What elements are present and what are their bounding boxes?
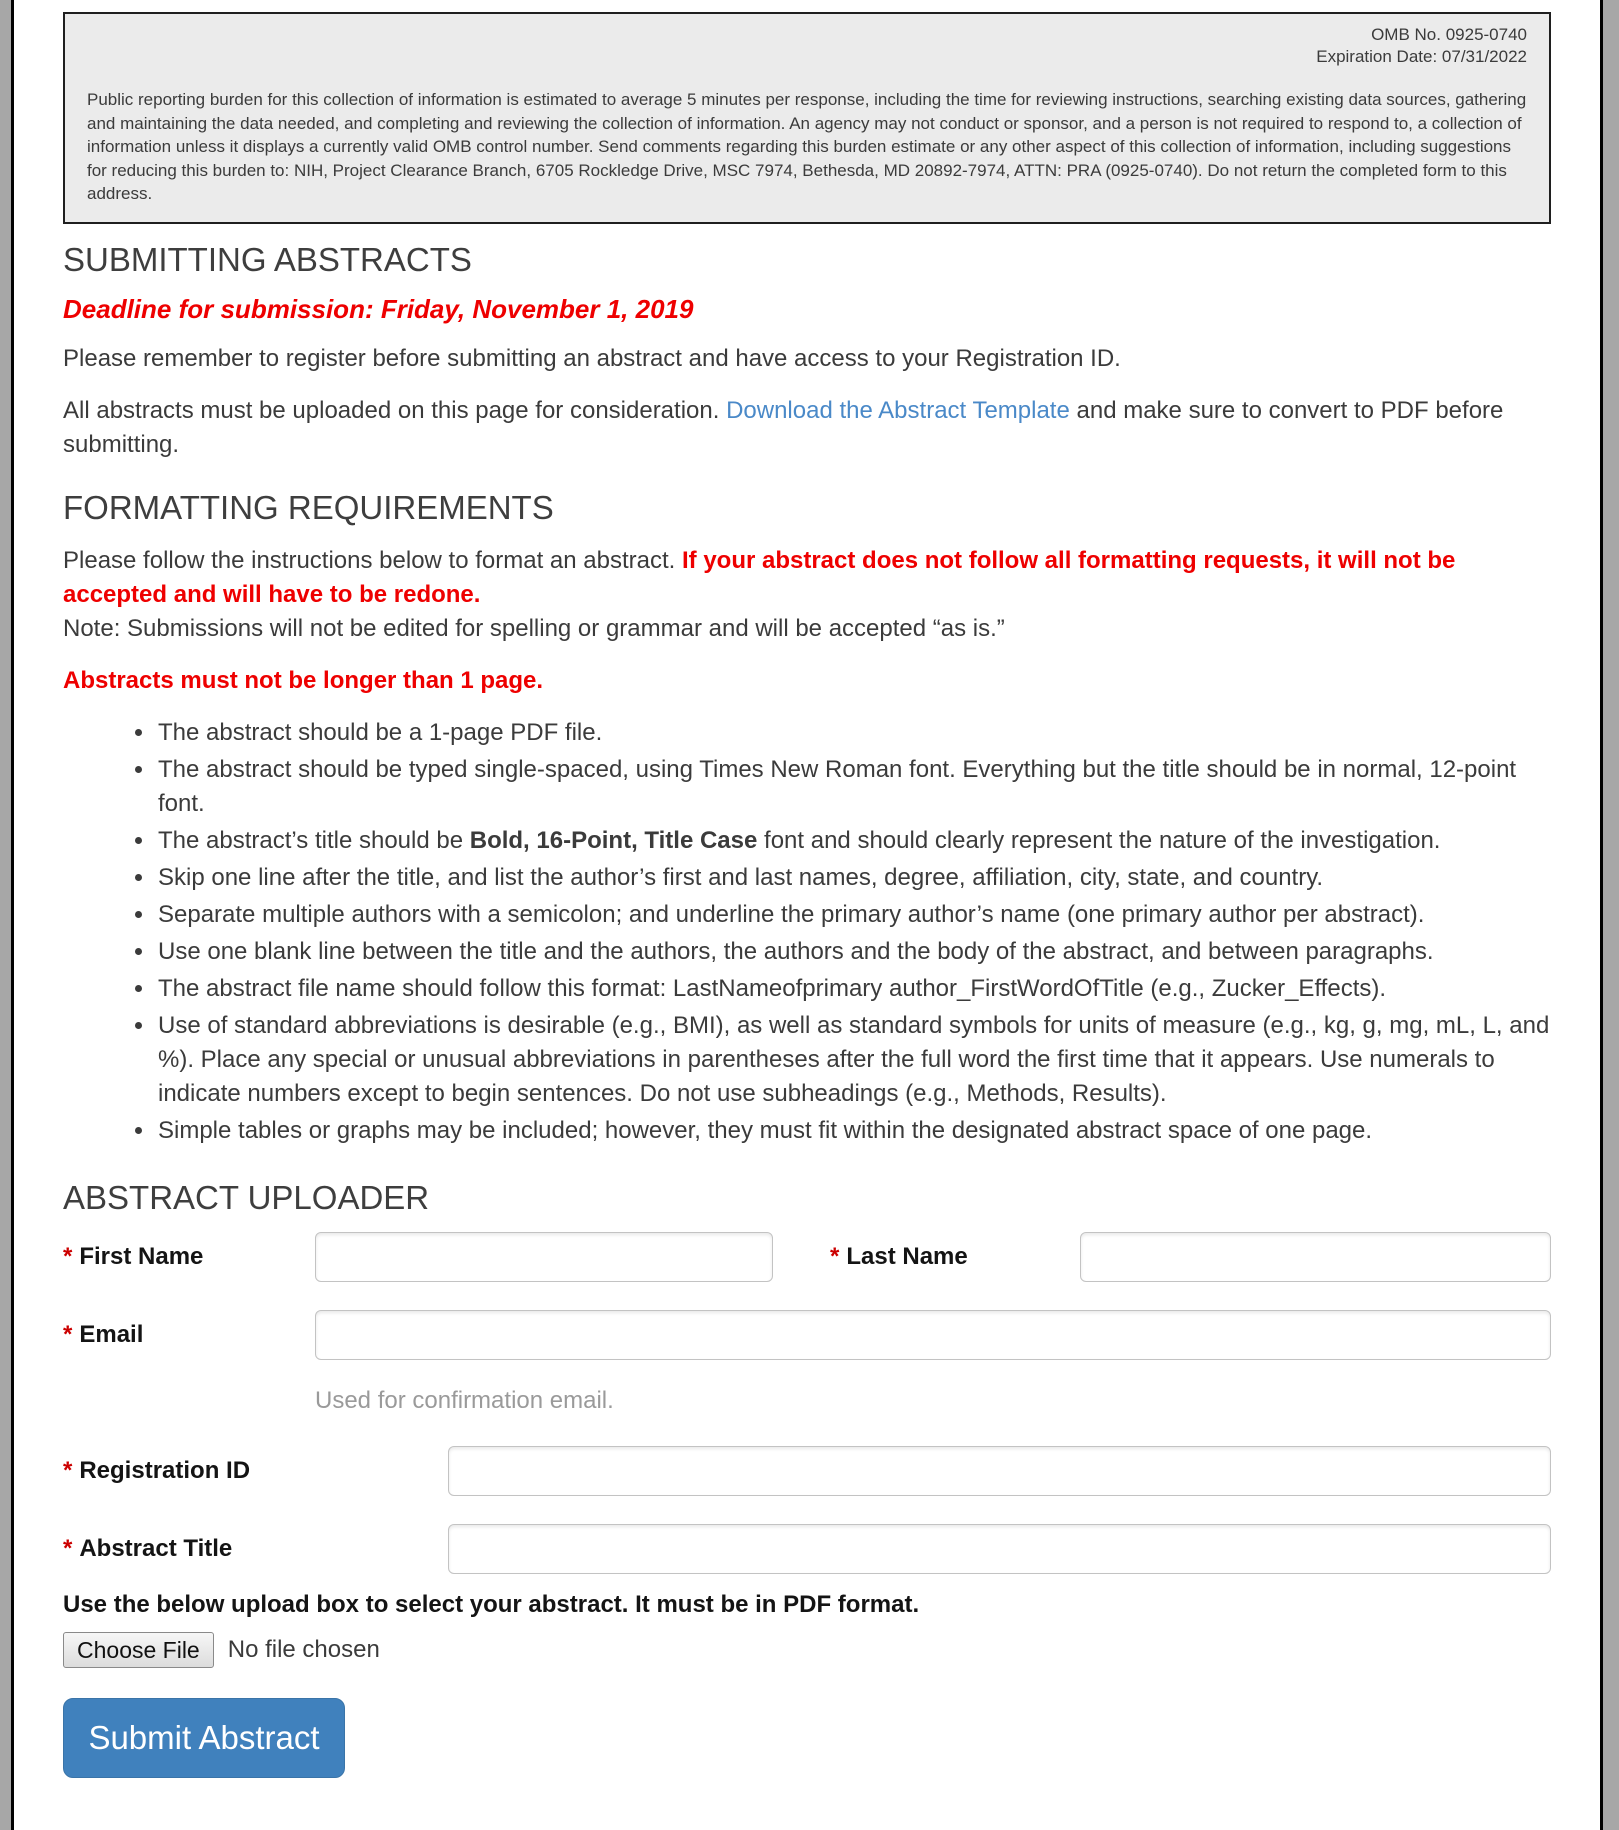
text-segment: Bold, 16-Point, Title Case xyxy=(469,826,758,854)
required-asterisk: * xyxy=(63,1242,73,1270)
email-row xyxy=(63,1310,1551,1360)
first-name-label: * First Name xyxy=(63,1242,204,1270)
omb-number: OMB No. 0925-0740 xyxy=(1371,25,1527,44)
download-abstract-template-link[interactable]: Download the Abstract Template xyxy=(726,396,1070,424)
text-segment: Skip one line after the title, and list the author’s first and last names, degree, affiliation, city, state, and country. xyxy=(158,863,1324,891)
submitting-abstracts-heading: SUBMITTING ABSTRACTS xyxy=(63,240,472,278)
formatting-rules-list xyxy=(63,716,1551,1148)
first-name-input[interactable] xyxy=(315,1232,773,1282)
registration-id-label: * Registration ID xyxy=(63,1456,251,1484)
required-asterisk: * xyxy=(63,1320,73,1348)
formatting-intro-text xyxy=(63,544,1551,612)
omb-expiration-date: Expiration Date: 07/31/2022 xyxy=(1316,47,1527,66)
registration-id-row xyxy=(63,1446,1551,1496)
burden-paragraph: Public reporting burden for this collection of information is estimated to average 5 minutes per response, including the time for reviewing instructions, searching existing data sources, gathering and maintaining the data needed, and completing and reviewing the collection of information. An agency may not conduct or sponsor, and a person is not required to respond to, a collection of information unless it displays a currently valid OMB control number. Send comments regarding this burden estimate or any other aspect of this collection of information, including suggestions for reducing this burden to: NIH, Project Clearance Branch, 6705 Rockledge Drive, MSC 7974, Bethesda, MD 20892-7974, ATTN: PRA (0925-0740). Do not return the completed form to this address. xyxy=(87,90,1527,203)
last-name-label: * Last Name xyxy=(830,1242,968,1270)
required-asterisk: * xyxy=(63,1456,73,1484)
required-asterisk: * xyxy=(63,1534,73,1562)
text-segment: The abstract should be typed single-spaced, using Times New Roman font. Everything but the title should be in normal, 12-point font. xyxy=(158,755,1517,817)
formatting-rule-item xyxy=(156,935,1551,969)
formatting-rule-item xyxy=(156,972,1551,1006)
abstract-title-label: * Abstract Title xyxy=(63,1534,233,1562)
formatting-rule-item xyxy=(156,716,1551,750)
formatting-rule-item xyxy=(156,898,1551,932)
text-segment: Please follow the instructions below to format an abstract. xyxy=(63,546,682,574)
text-segment: The abstract’s title should be xyxy=(158,826,470,854)
abstract-uploader-heading: ABSTRACT UPLOADER xyxy=(63,1178,430,1216)
formatting-rule-item xyxy=(156,824,1551,858)
page-limit-warning: Abstracts must not be longer than 1 page. xyxy=(63,666,544,694)
formatting-note-text: Note: Submissions will not be edited for spelling or grammar and will be accepted “as is.” xyxy=(63,614,1005,642)
text-segment: Use one blank line between the title and the authors, the authors and the body of the abstract, and between paragraphs. xyxy=(158,937,1434,965)
email-input[interactable] xyxy=(315,1310,1551,1360)
abstract-title-input[interactable] xyxy=(448,1524,1551,1574)
submit-abstract-button[interactable]: Submit Abstract xyxy=(63,1698,345,1778)
formatting-requirements-heading: FORMATTING REQUIREMENTS xyxy=(63,488,554,526)
text-segment: Use of standard abbreviations is desirable (e.g., BMI), as well as standard symbols for units of measure (e.g., kg, g, mg, mL, L, and %). Place any special or unusual abbreviations in parentheses after the full word the first time that it appears. Use numerals to indicate numbers except to begin sentences. Do not use subheadings (e.g., Methods, Results). xyxy=(158,1011,1550,1107)
text-segment: and make sure to convert to PDF before submitting. xyxy=(63,396,1504,458)
text-segment: The abstract file name should follow this format: LastNameofprimary author_FirstWordOfTitle (e.g., Zucker_Effects). xyxy=(158,974,1387,1002)
required-asterisk: * xyxy=(830,1242,840,1270)
choose-file-button[interactable]: Choose File xyxy=(63,1632,214,1668)
text-segment: All abstracts must be uploaded on this page for consideration. xyxy=(63,396,727,424)
formatting-rule-item xyxy=(156,1009,1551,1111)
text-segment: The abstract should be a 1-page PDF file. xyxy=(158,718,603,746)
last-name-input[interactable] xyxy=(1080,1232,1551,1282)
upload-instruction: Use the below upload box to select your abstract. It must be in PDF format. xyxy=(63,1590,920,1618)
upload-note-text xyxy=(63,394,1551,462)
registration-id-input[interactable] xyxy=(448,1446,1551,1496)
register-reminder-text: Please remember to register before submitting an abstract and have access to your Registration ID. xyxy=(63,344,1121,372)
text-segment: Simple tables or graphs may be included; however, they must fit within the designated abstract space of one page. xyxy=(158,1116,1373,1144)
formatting-rule-item xyxy=(156,753,1551,821)
text-segment: If your abstract does not follow all formatting requests, it will not be accepted and will have to be redone. xyxy=(63,546,1456,608)
omb-notice-box xyxy=(63,12,1551,224)
file-upload-control[interactable] xyxy=(63,1632,1551,1668)
abstract-title-row xyxy=(63,1524,1551,1574)
formatting-rule-item xyxy=(156,861,1551,895)
name-row xyxy=(63,1232,1551,1282)
no-file-chosen-text: No file chosen xyxy=(227,1635,380,1663)
page-frame xyxy=(11,0,1603,1830)
email-hint: Used for confirmation email. xyxy=(315,1386,614,1414)
formatting-rule-item xyxy=(156,1114,1551,1148)
deadline-text: Deadline for submission: Friday, November 1, 2019 xyxy=(63,293,694,324)
email-label: * Email xyxy=(63,1320,144,1348)
text-segment: font and should clearly represent the nature of the investigation. xyxy=(757,826,1441,854)
text-segment: Separate multiple authors with a semicolon; and underline the primary author’s name (one primary author per abstract). xyxy=(158,900,1425,928)
